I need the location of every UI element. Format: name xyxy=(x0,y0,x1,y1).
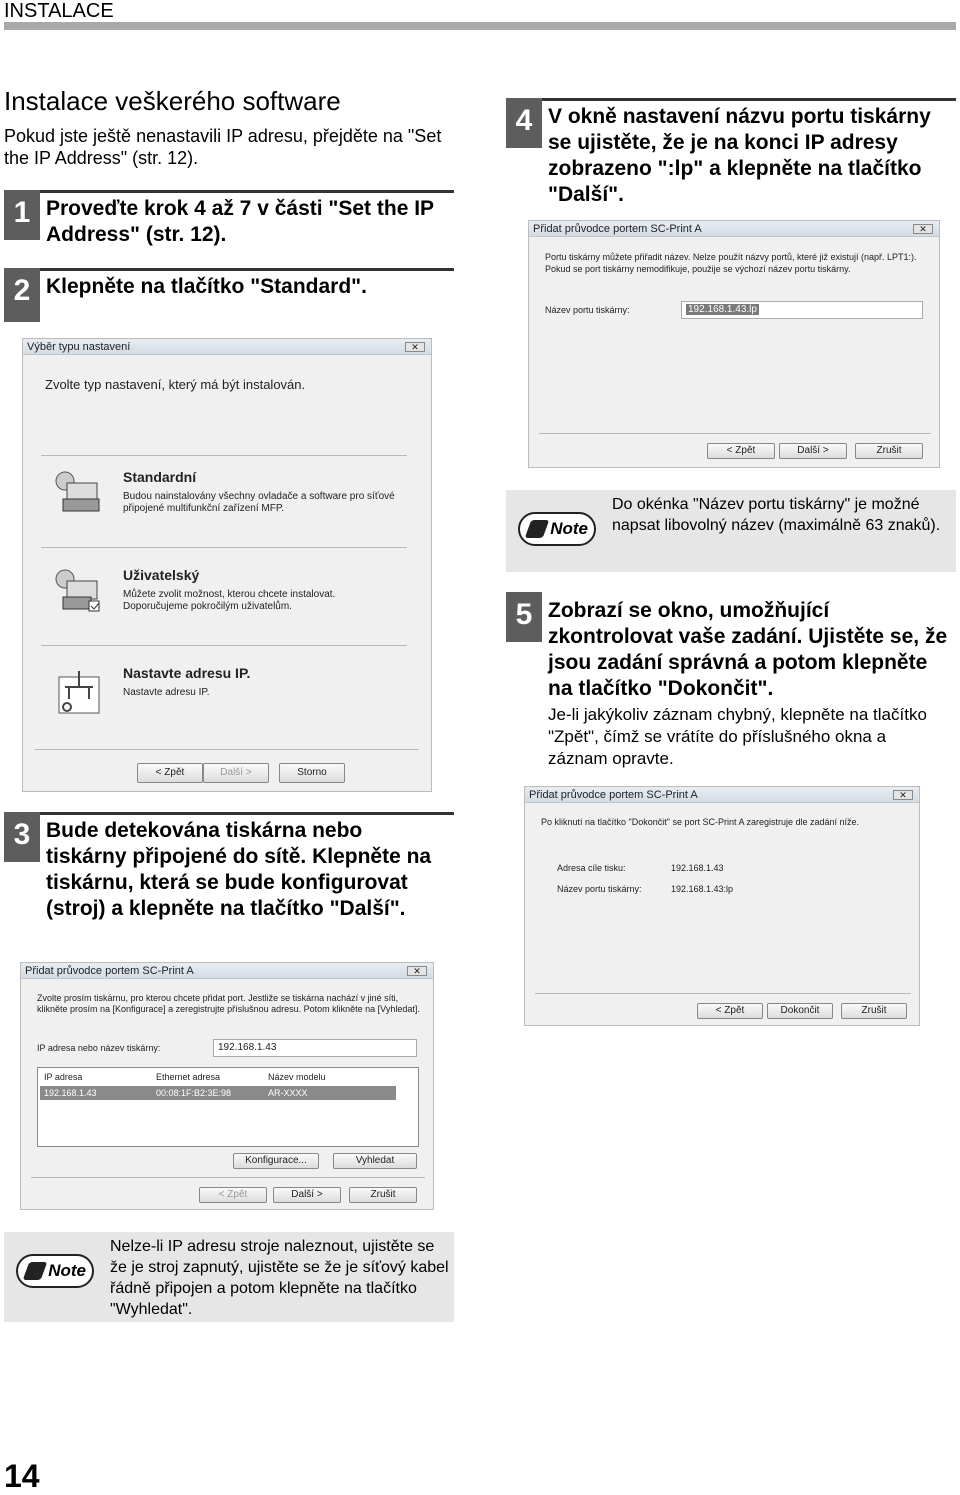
step-number: 5 xyxy=(506,592,542,642)
step-text: Klepněte na tlačítko "Standard". xyxy=(46,275,367,298)
step-3 xyxy=(4,812,454,952)
port-name-label: Název portu tiskárny: xyxy=(545,305,630,315)
row-mac: 00:08:1F:B2:3E:98 xyxy=(156,1088,232,1098)
window-title: Přidat průvodce portem SC-Print A xyxy=(529,789,698,801)
note-text: Nelze-li IP adresu stroje naleznout, ujistěte se že je stroj zapnutý, ujistěte se že je síťový kabel řádně připojen a potom klepněte na tlačítko "Wyhledat". xyxy=(110,1238,449,1318)
cancel-button[interactable]: Zrušit xyxy=(855,443,923,459)
configure-button[interactable]: Konfigurace... xyxy=(233,1153,319,1169)
search-button[interactable]: Vyhledat xyxy=(333,1153,417,1169)
next-button[interactable]: Další > xyxy=(273,1187,341,1203)
option-custom[interactable] xyxy=(53,565,413,645)
window-titlebar xyxy=(23,339,431,355)
port-name-label: Název portu tiskárny: xyxy=(557,884,642,894)
cancel-button[interactable]: Zrušit xyxy=(841,1003,907,1019)
close-icon[interactable]: ✕ xyxy=(407,966,427,976)
step-text: Zobrazí se okno, umožňující zkontrolovat vaše zadání. Ujistěte se, že jsou zadání správná a potom klepněte na tlačítko "Dokončit". xyxy=(548,599,948,700)
setup-type-window xyxy=(22,338,432,792)
ip-label: IP adresa nebo název tiskárny: xyxy=(37,1043,161,1053)
column-header-ip[interactable]: IP adresa xyxy=(44,1072,83,1082)
confirm-description: Po kliknutí na tlačítko "Dokončit" se port SC-Print A zaregistruje dle zadání níže. xyxy=(541,817,860,827)
page-title: Instalace veškerého software xyxy=(4,86,341,116)
printer-install-icon xyxy=(53,469,101,517)
cancel-button[interactable]: Zrušit xyxy=(349,1187,417,1203)
address-label: Adresa cíle tisku: xyxy=(557,863,626,873)
step-5 xyxy=(506,592,956,772)
window-titlebar xyxy=(529,221,939,237)
window-titlebar xyxy=(525,787,919,803)
step-number: 4 xyxy=(506,98,542,148)
window-title: Přidat průvodce portem SC-Print A xyxy=(25,965,194,977)
option-desc: Nastavte adresu IP. xyxy=(123,687,210,698)
separator xyxy=(41,455,407,456)
separator xyxy=(41,645,407,646)
separator xyxy=(35,749,419,750)
step-4 xyxy=(506,98,956,210)
step-rule xyxy=(40,812,454,815)
ip-input[interactable]: 192.168.1.43 xyxy=(213,1039,417,1057)
table-row[interactable] xyxy=(40,1086,396,1100)
step-text: Proveďte krok 4 až 7 v části "Set the IP Address" (str. 12). xyxy=(46,197,434,246)
option-set-ip[interactable] xyxy=(53,663,413,733)
column-header-model[interactable]: Název modelu xyxy=(268,1072,326,1082)
step-rule xyxy=(40,190,454,193)
back-button[interactable]: < Zpět xyxy=(707,443,775,459)
column-header-mac[interactable]: Ethernet adresa xyxy=(156,1072,221,1082)
back-button[interactable]: < Zpět xyxy=(199,1187,267,1203)
close-icon[interactable]: ✕ xyxy=(405,342,425,352)
port-name-input[interactable] xyxy=(681,301,923,319)
port-name-window xyxy=(528,220,940,468)
step-text: V okně nastavení názvu portu tiskárny se ujistěte, že je na konci IP adresy zobrazeno ":lp" a klepněte na tlačítko "Další". xyxy=(548,105,931,206)
header-bar xyxy=(4,22,956,30)
close-icon[interactable]: ✕ xyxy=(893,790,913,800)
setup-prompt: Zvolte typ nastavení, který má být instalován. xyxy=(45,377,306,392)
step-number: 2 xyxy=(4,268,40,322)
pencil-icon xyxy=(23,1262,48,1280)
next-button[interactable]: Další > xyxy=(779,443,847,459)
note-box xyxy=(4,1232,454,1322)
section-header: INSTALACE xyxy=(4,0,114,22)
note-label: Note xyxy=(48,1261,86,1280)
printer-custom-icon xyxy=(53,567,101,615)
network-ip-icon xyxy=(55,669,103,717)
port-name-value: 192.168.1.43:lp xyxy=(671,884,734,894)
option-title: Nastavte adresu IP. xyxy=(123,665,251,681)
port-description: Portu tiskárny můžete přiřadit název. Nelze použít názvy portů, které již existují (např. LPT1:). Pokud se port tiskárny nemodifikuje, použije se výchozí název portu tiskárny. xyxy=(545,252,917,274)
option-title: Standardní xyxy=(123,469,197,485)
step-text: Bude detekována tiskárna nebo tiskárny připojené do sítě. Klepněte na tiskárnu, která se bude konfigurovat (stroj) a klepněte na tlačítko "Další". xyxy=(46,819,432,920)
next-button[interactable]: Další > xyxy=(203,763,269,783)
note-text: Do okénka "Název portu tiskárny" je možné napsat libovolný název (maximálně 63 znaků). xyxy=(612,496,941,534)
step-subtext: Je-li jakýkoliv záznam chybný, klepněte na tlačítko "Zpět", čímž se vrátíte do příslušného okna a záznam opravte. xyxy=(548,705,927,768)
row-ip: 192.168.1.43 xyxy=(44,1088,97,1098)
option-standard[interactable] xyxy=(53,467,413,547)
finish-button[interactable]: Dokončit xyxy=(767,1003,833,1019)
option-desc: Budou nainstalovány všechny ovladače a software pro síťové připojené multifunkční zařízení MFP. xyxy=(123,491,395,514)
port-name-value: 192.168.1.43.lp xyxy=(688,304,757,315)
note-box xyxy=(506,490,956,572)
window-title: Přidat průvodce portem SC-Print A xyxy=(533,223,702,235)
close-icon[interactable]: ✕ xyxy=(913,224,933,234)
printer-list xyxy=(37,1067,419,1147)
note-label: Note xyxy=(550,519,588,538)
step-number: 1 xyxy=(4,190,40,240)
separator xyxy=(539,433,931,434)
note-badge xyxy=(518,512,596,546)
confirm-window xyxy=(524,786,920,1026)
page-number: 14 xyxy=(4,1458,40,1494)
step-rule xyxy=(40,268,454,271)
option-desc: Můžete zvolit možnost, kterou chcete instalovat. Doporučujeme pokročilým uživatelům. xyxy=(123,589,336,612)
option-title: Uživatelský xyxy=(123,567,200,583)
step-number: 3 xyxy=(4,812,40,862)
intro-text: Pokud jste ještě nenastavili IP adresu, přejděte na "Set the IP Address" (str. 12). xyxy=(4,126,442,168)
printer-search-window xyxy=(20,962,434,1210)
note-badge xyxy=(16,1254,94,1288)
search-description: Zvolte prosím tiskárnu, pro kterou chcete přidat port. Jestliže se tiskárna nachází v jiné síti, klikněte prosím na [Konfigurace] a zeregistrujte příslušnou adresu. Potom klikněte na [Vyhledat]. xyxy=(37,993,420,1014)
row-model: AR-XXXX xyxy=(268,1088,308,1098)
back-button[interactable]: < Zpět xyxy=(137,763,203,783)
separator xyxy=(31,1177,425,1178)
step-2 xyxy=(4,268,454,322)
cancel-button[interactable]: Storno xyxy=(279,763,345,783)
window-title: Výběr typu nastavení xyxy=(27,341,131,353)
pencil-icon xyxy=(525,520,550,538)
separator xyxy=(41,547,407,548)
address-value: 192.168.1.43 xyxy=(671,863,724,873)
step-1 xyxy=(4,190,454,246)
window-titlebar xyxy=(21,963,433,979)
step-rule xyxy=(542,98,956,101)
back-button[interactable]: < Zpět xyxy=(697,1003,763,1019)
separator xyxy=(535,993,911,994)
